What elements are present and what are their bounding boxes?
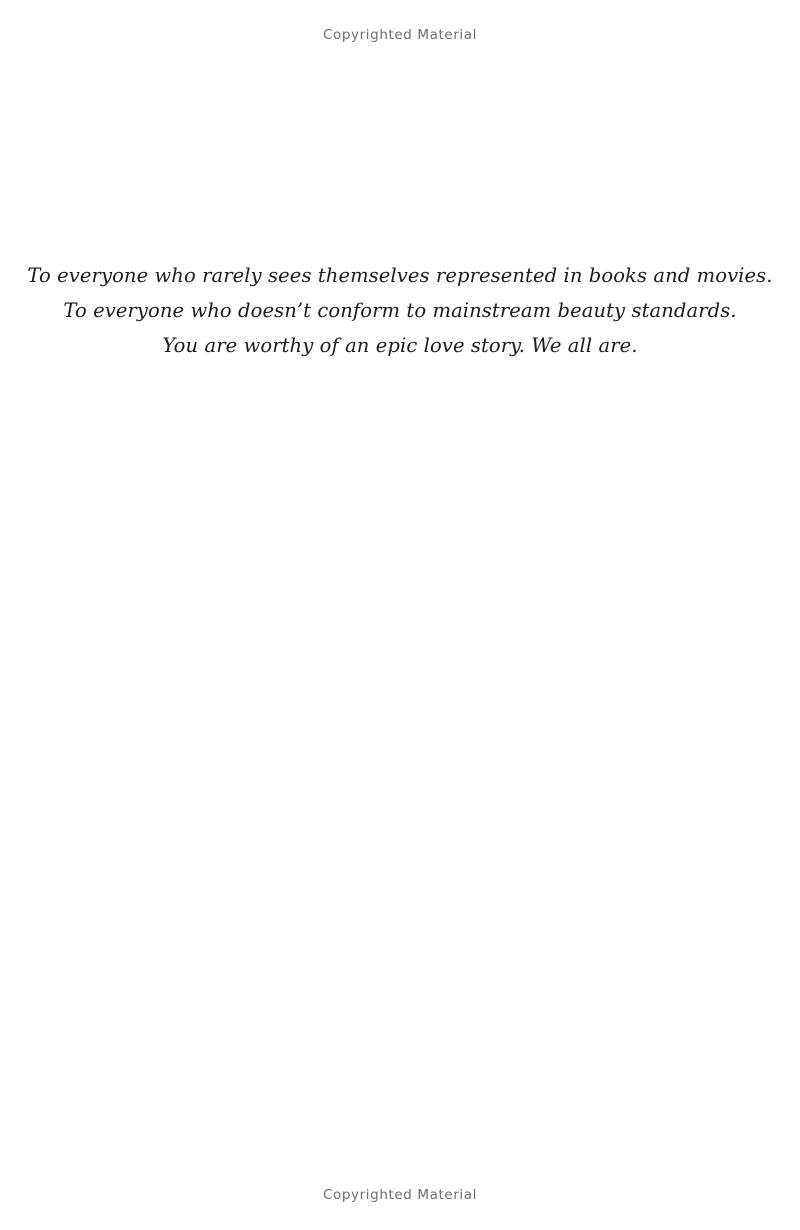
dedication-line: To everyone who doesn’t conform to mainstream beauty standards. [63, 299, 737, 322]
dedication-line: You are worthy of an epic love story. We all are. [162, 334, 638, 357]
dedication-line: To everyone who rarely sees themselves represented in books and movies. [27, 264, 773, 287]
copyright-watermark-top: Copyrighted Material [323, 27, 477, 43]
dedication-block [0, 258, 800, 363]
copyright-watermark-bottom: Copyrighted Material [323, 1187, 477, 1203]
